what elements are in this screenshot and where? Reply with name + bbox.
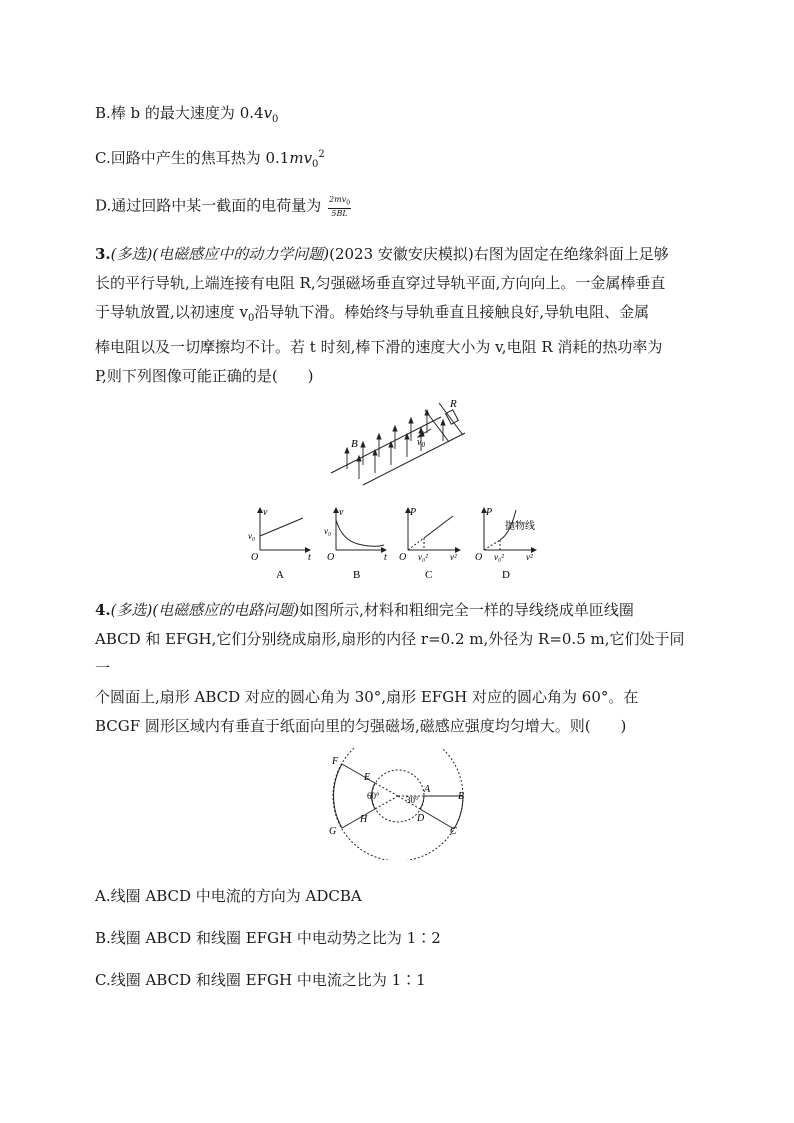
q2-option-b: B.棒 b 的最大速度为 $0.4v_0$ bbox=[95, 104, 279, 125]
q4-line-1: 4.(多选)(电磁感应的电路问题)如图所示,材料和粗细完全一样的导线绕成单匝线圈 bbox=[95, 601, 634, 619]
q3-figure-label-b: B bbox=[351, 438, 358, 450]
graph-c-origin: O bbox=[399, 552, 407, 563]
q4-line-3: 个圆面上,扇形 ABCD 对应的圆心角为 30°,扇形 EFGH 对应的圆心角为 60°。在 bbox=[95, 688, 639, 706]
q4-line-2: ABCD 和 EFGH,它们分别绕成扇形,扇形的内径 r=0.2 m,外径为 R=0.5 m,它们处于同一 bbox=[95, 630, 685, 677]
q4-label-a: A bbox=[424, 784, 431, 795]
q4-label-angle-60: 60° bbox=[367, 791, 380, 801]
q3-line-4: 棒电阻以及一切摩擦均不计。若 t 时刻,棒下滑的速度大小为 v,电阻 R 消耗的热功率为 bbox=[95, 338, 663, 356]
q4-stem bbox=[95, 596, 695, 741]
q3-line-2: 长的平行导轨,上端连接有电阻 R,匀强磁场垂直穿过导轨平面,方向向上。一金属棒垂直 bbox=[95, 274, 666, 292]
q3-stem bbox=[95, 240, 695, 391]
graph-c-xlabel: v² bbox=[450, 552, 457, 562]
graph-b-origin: O bbox=[327, 552, 335, 563]
graph-a bbox=[260, 508, 310, 550]
q4-label-angle-30: 30° bbox=[406, 795, 419, 805]
q3-line-1: 3.(多选)(电磁感应中的动力学问题)(2023 安徽安庆模拟)右图为固定在绝缘斜面上足够 bbox=[95, 245, 669, 263]
graph-a-xlabel: t bbox=[308, 552, 311, 563]
graph-c-x0: v₀² bbox=[418, 552, 428, 562]
q2-option-b-text: B.棒 b 的最大速度为 0.4 bbox=[95, 104, 264, 122]
graph-a-letter: A bbox=[276, 569, 284, 581]
q4-label-b: B bbox=[458, 791, 465, 802]
q4-line-4: BCGF 圆形区域内有垂直于纸面向里的匀强磁场,磁感应强度均匀增大。则( ) bbox=[95, 717, 627, 735]
q4-label-g: G bbox=[329, 826, 337, 837]
q4-label-e: E bbox=[364, 772, 371, 783]
q4-option-b: B.线圈 ABCD 和线圈 EFGH 中电动势之比为 1∶2 bbox=[95, 929, 441, 947]
graph-b-xlabel: t bbox=[384, 552, 387, 563]
graph-a-origin: O bbox=[251, 552, 259, 563]
q2-option-d bbox=[95, 195, 351, 218]
q4-label-d: D bbox=[417, 813, 425, 824]
graph-a-ylabel: v bbox=[263, 507, 268, 518]
graph-d-xlabel: v² bbox=[526, 552, 533, 562]
graph-b-ylabel: v bbox=[339, 507, 344, 518]
graph-b-y0: v₀ bbox=[324, 526, 332, 536]
graph-b bbox=[336, 508, 386, 550]
q3-incline-figure bbox=[325, 395, 475, 490]
q2-option-d-text: D.通过回路中某一截面的电荷量为 bbox=[95, 196, 322, 215]
q4-option-a: A.线圈 ABCD 中电流的方向为 ADCBA bbox=[95, 887, 362, 905]
q2-option-c-text: C.回路中产生的焦耳热为 0.1 bbox=[95, 149, 290, 167]
q4-label-f: F bbox=[332, 756, 339, 767]
graph-d-x0: v₀² bbox=[494, 552, 504, 562]
graph-d-letter: D bbox=[502, 569, 510, 581]
q3-line-5: P,则下列图像可能正确的是( ) bbox=[95, 367, 314, 385]
q4-label-c: C bbox=[450, 826, 457, 837]
graph-c-letter: C bbox=[425, 569, 433, 581]
graph-d-curve-label: 抛物线 bbox=[505, 521, 535, 532]
q2-option-c: C.回路中产生的焦耳热为 $0.1mv_0^2$ bbox=[95, 149, 325, 170]
graph-a-y0: v₀ bbox=[248, 531, 256, 541]
q4-label-h: H bbox=[360, 814, 368, 825]
graph-b-letter: B bbox=[353, 569, 361, 581]
q4-option-c: C.线圈 ABCD 和线圈 EFGH 中电流之比为 1∶1 bbox=[95, 971, 426, 989]
q4-outer-circle bbox=[333, 748, 463, 860]
q3-line-3: 于导轨放置,以初速度 $v_0$沿导轨下滑。棒始终与导轨垂直且接触良好,导轨电阻、金属 bbox=[95, 303, 650, 324]
q4-circle-figure bbox=[324, 748, 476, 860]
q3-figure-label-r: R bbox=[450, 398, 457, 410]
graph-d-ylabel: P bbox=[486, 507, 493, 518]
q3-figure-label-v0: $v_0$ bbox=[417, 437, 425, 449]
graph-c-ylabel: P bbox=[410, 507, 417, 518]
graph-d-origin: O bbox=[475, 552, 483, 563]
q3-answer-graphs bbox=[248, 504, 548, 584]
q2-option-d-fraction: $\frac{2mv_0}{5BL}$ bbox=[329, 195, 351, 218]
